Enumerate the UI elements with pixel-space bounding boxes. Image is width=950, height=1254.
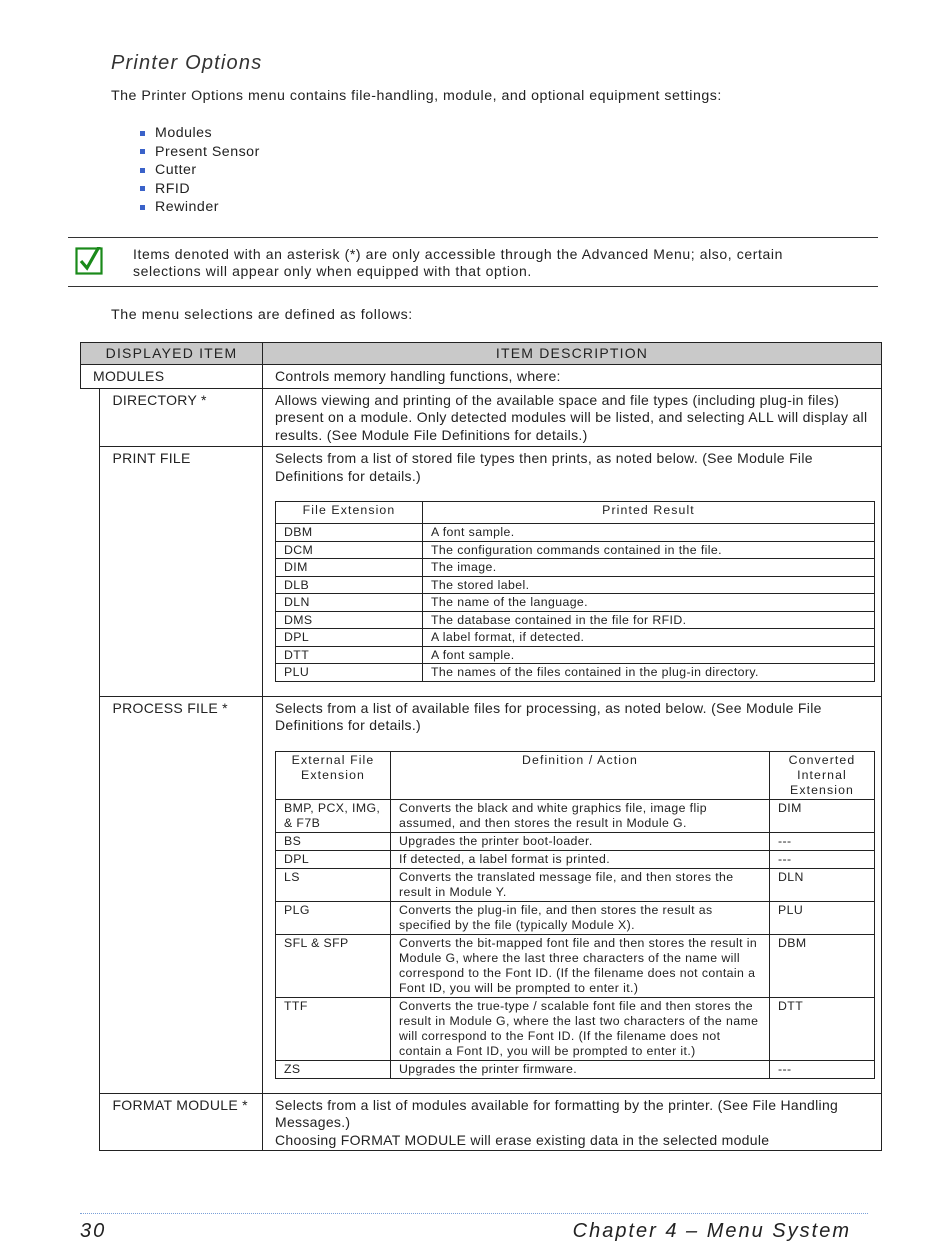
table-row (81, 696, 882, 1093)
item-print-file: PRINT FILE (100, 447, 263, 697)
page-number: 30 (80, 1220, 107, 1242)
table-row: DLN The name of the language. (276, 594, 875, 612)
table-row: DIM The image. (276, 559, 875, 577)
section-title: Printer Options (111, 52, 263, 74)
desc-print-file: Selects from a list of stored file types then prints, as noted below. (See Module File Definitions for details.) (275, 450, 813, 484)
table-row: BMP, PCX, IMG, & F7B Converts the black and white graphics file, image flip assumed, and then stores the result in Module G. DIM (276, 799, 875, 832)
table-row: BS Upgrades the printer boot-loader. --- (276, 832, 875, 850)
col-header-printed-result: Printed Result (423, 502, 875, 524)
table-row: TTF Converts the true-type / scalable font file and then stores the result in Module G, where the last two characters of the name will correspond to the Font ID. (If the filename does not contain a Font ID, you will be prompted to enter it.) DTT (276, 997, 875, 1060)
chapter-title: Chapter 4 – Menu System (572, 1220, 851, 1242)
note-box (68, 237, 878, 287)
col-header-file-extension: File Extension (276, 502, 423, 524)
col-header-converted-extension: Converted Internal Extension (770, 751, 875, 799)
item-modules: MODULES (81, 365, 263, 389)
table-row (81, 447, 882, 697)
table-row: PLU The names of the files contained in the plug-in directory. (276, 664, 875, 682)
list-item: Cutter (140, 161, 260, 180)
bullet-icon (140, 186, 145, 191)
print-file-table (275, 501, 875, 682)
table-row: ZS Upgrades the printer firmware. --- (276, 1060, 875, 1078)
table-row: LS Converts the translated message file, and then stores the result in Module Y. DLN (276, 868, 875, 901)
definitions-intro: The menu selections are defined as follows: (111, 307, 413, 323)
table-row (81, 1093, 882, 1151)
list-item: RFID (140, 180, 260, 199)
desc-format-module: Selects from a list of modules available for formatting by the printer. (See File Handling Messages.) (275, 1096, 839, 1130)
item-format-module: FORMAT MODULE * (100, 1093, 263, 1151)
list-item: Rewinder (140, 198, 260, 217)
item-directory: DIRECTORY * (100, 388, 263, 447)
bullet-icon (140, 168, 145, 173)
footer-divider (80, 1213, 868, 1214)
table-row: DTT A font sample. (276, 646, 875, 664)
desc-modules: Controls memory handling functions, where: (263, 365, 882, 389)
list-item: Modules (140, 124, 260, 143)
col-header-displayed-item: DISPLAYED ITEM (81, 343, 263, 365)
table-row: PLG Converts the plug-in file, and then stores the result as specified by the file (typically Module X). PLU (276, 901, 875, 934)
note-text: Items denoted with an asterisk (*) are only accessible through the Advanced Menu; also, certain selections will appear only when equipped with that option. (133, 246, 783, 279)
table-row (81, 388, 882, 447)
format-module-warning: Choosing FORMAT MODULE will erase existing data in the selected module (275, 1131, 770, 1148)
table-row: DPL If detected, a label format is printed. --- (276, 850, 875, 868)
desc-directory: Allows viewing and printing of the available space and file types (including plug-in files) present on a module. Only detected modules will be listed, and selecting ALL will display all results. (See Module File Definitions for details.) (263, 388, 882, 447)
bullet-icon (140, 205, 145, 210)
bullet-icon (140, 131, 145, 136)
table-row: SFL & SFP Converts the bit-mapped font file and then stores the result in Module G, where the last three characters of the name will correspond to the Font ID. (If the filename does not contain a Font ID, you will be prompted to enter it.) DBM (276, 934, 875, 997)
list-item: Present Sensor (140, 143, 260, 162)
col-header-definition: Definition / Action (391, 751, 770, 799)
item-process-file: PROCESS FILE * (100, 696, 263, 1093)
process-file-table (275, 751, 875, 1079)
intro-text: The Printer Options menu contains file-handling, module, and optional equipment settings: (111, 88, 722, 104)
col-header-item-description: ITEM DESCRIPTION (263, 343, 882, 365)
desc-process-file: Selects from a list of available files for processing, as noted below. (See Module File Definitions for details.) (275, 699, 822, 733)
checkmark-icon (75, 247, 103, 275)
options-list (140, 124, 260, 217)
table-row: DMS The database contained in the file for RFID. (276, 611, 875, 629)
col-header-external-extension: External File Extension (276, 751, 391, 799)
table-row: DCM The configuration commands contained in the file. (276, 541, 875, 559)
table-row: DPL A label format, if detected. (276, 629, 875, 647)
menu-definitions-table (80, 342, 882, 1151)
table-row: DBM A font sample. (276, 524, 875, 542)
bullet-icon (140, 149, 145, 154)
table-row: DLB The stored label. (276, 576, 875, 594)
